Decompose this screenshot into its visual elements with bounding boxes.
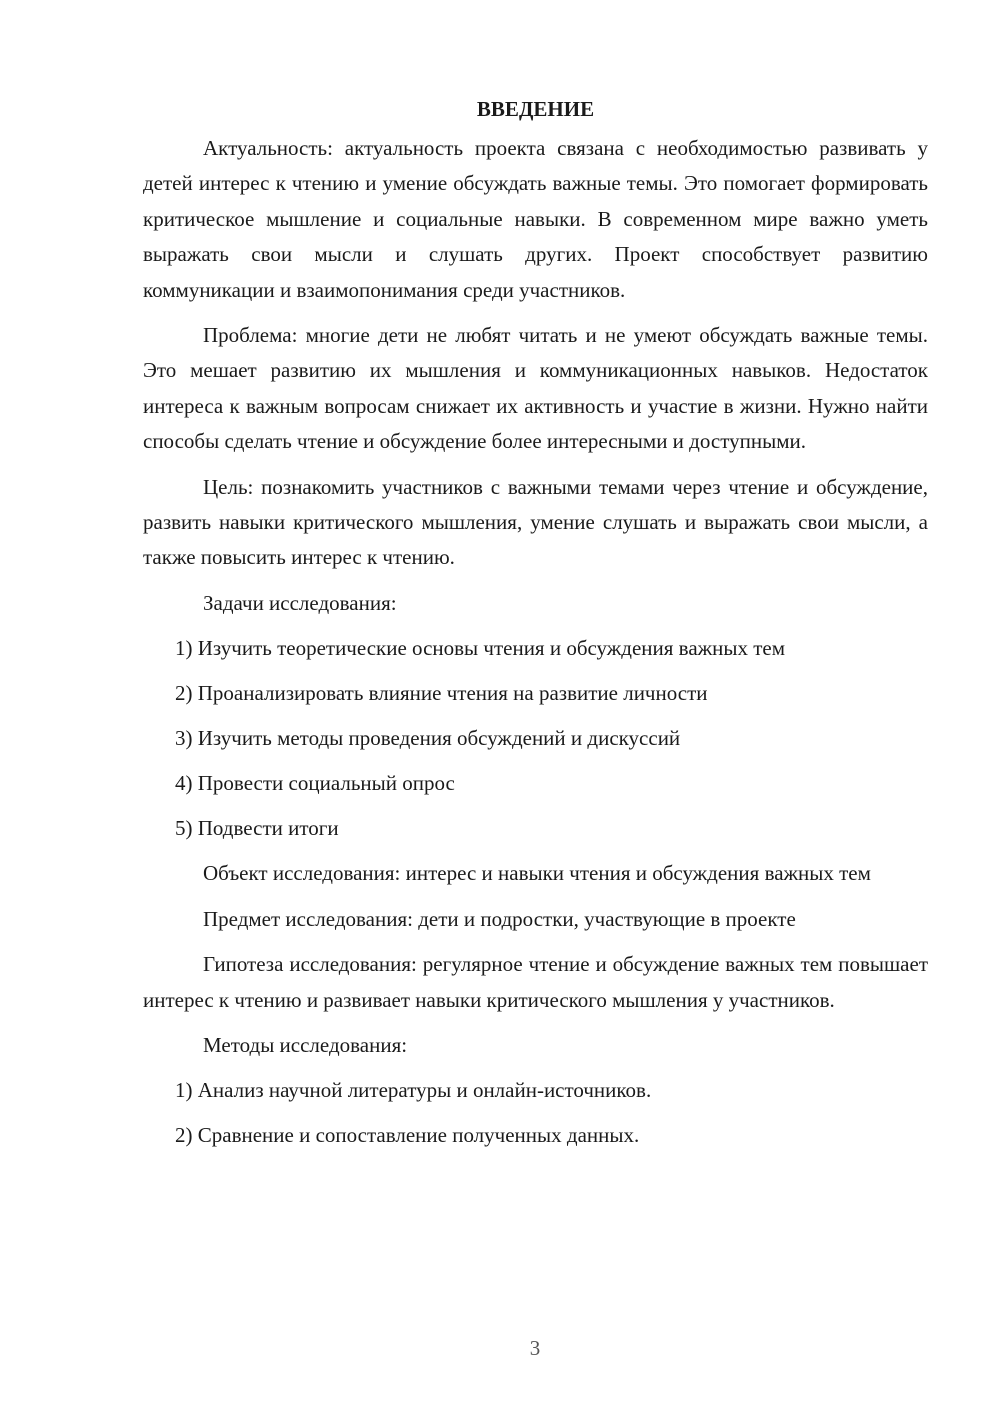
list-item: 5) Подвести итоги (175, 816, 339, 841)
page-title: ВВЕДЕНИЕ (476, 97, 595, 121)
list-item: 1) Анализ научной литературы и онлайн-источников. (175, 1078, 652, 1103)
goal-paragraph: Цель: познакомить участников с важными темами через чтение и обсуждение, развить навыки критического мышления, умение слушать и выражать свои мысли, а также повысить интерес к чтению. (143, 474, 928, 570)
methods-heading: Методы исследования: (203, 1032, 408, 1057)
tasks-list (143, 631, 928, 846)
page-number: 3 (529, 1336, 541, 1360)
hypothesis-paragraph: Гипотеза исследования: регулярное чтение и обсуждение важных тем повышает интерес к чтению и развивает навыки критического мышления у участников. (143, 952, 928, 1012)
list-item: 4) Провести социальный опрос (175, 771, 455, 796)
problem-paragraph: Проблема: многие дети не любят читать и не умеют обсуждать важные темы. Это мешает развитию их мышления и коммуникационных навыков. Недостаток интереса к важным вопросам снижает их активность и участие в жизни. Нужно найти способы сделать чтение и обсуждение более интересными и доступными. (143, 323, 928, 454)
list-item: 2) Проанализировать влияние чтения на развитие личности (175, 681, 708, 706)
list-item: 2) Сравнение и сопоставление полученных данных. (175, 1123, 640, 1148)
page-content (143, 92, 928, 1163)
tasks-heading: Задачи исследования: (203, 590, 397, 615)
subject-paragraph: Предмет исследования: дети и подростки, участвующие в проекте (203, 906, 796, 931)
list-item: 3) Изучить методы проведения обсуждений и дискуссий (175, 726, 681, 751)
list-item: 1) Изучить теоретические основы чтения и обсуждения важных тем (175, 636, 786, 661)
object-paragraph: Объект исследования: интерес и навыки чтения и обсуждения важных тем (203, 861, 871, 886)
methods-list (143, 1073, 928, 1153)
relevance-paragraph: Актуальность: актуальность проекта связана с необходимостью развивать у детей интерес к чтению и умение обсуждать важные темы. Это помогает формировать критическое мышление и социальные навыки. В современном мире важно уметь выражать свои мысли и слушать других. Проект способствует развитию коммуникации и взаимопонимания среди участников. (143, 136, 928, 302)
